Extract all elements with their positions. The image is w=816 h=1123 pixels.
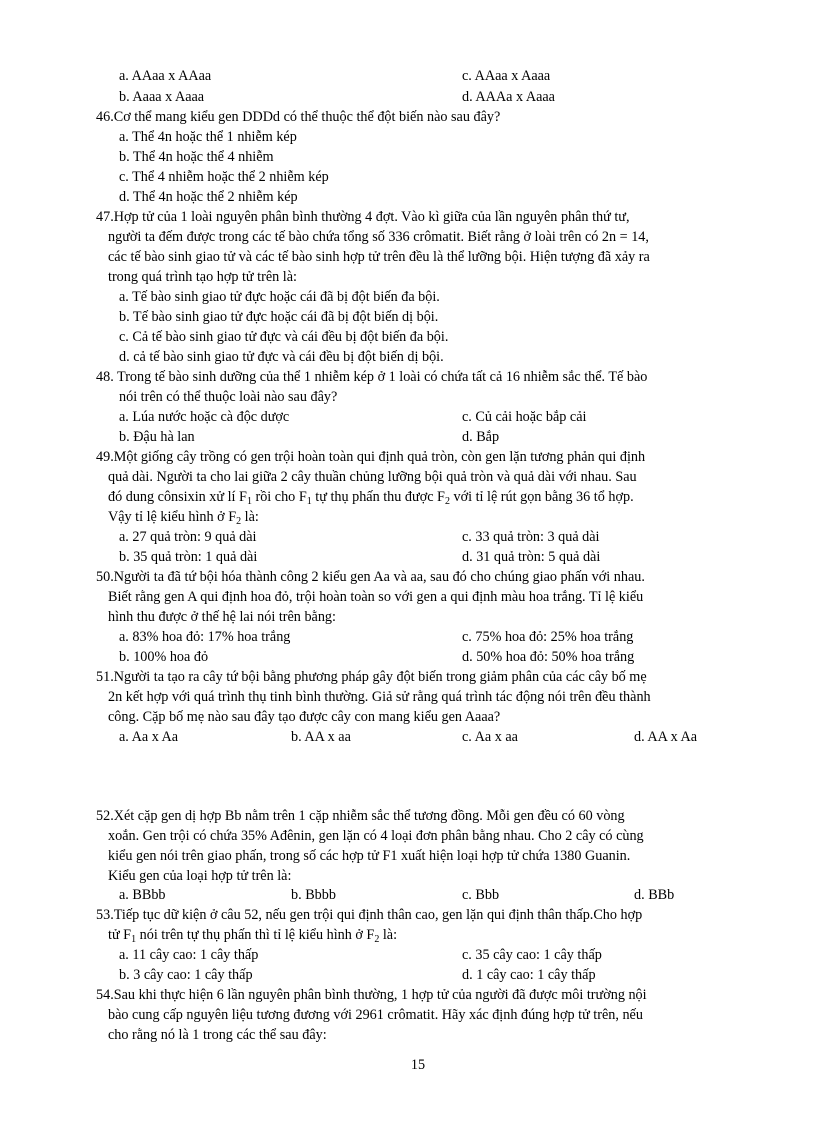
q50-option-d: d. 50% hoa đỏ: 50% hoa trắng (462, 649, 635, 665)
q47-stem-line4: trong quá trình tạo hợp tử trên là: (108, 269, 297, 285)
q50-stem-line3: hình thu được ở thế hệ lai nói trên bằng: (108, 609, 336, 625)
q47-option-d: d. cả tế bào sinh giao tử đực và cái đều bị đột biến dị bội. (119, 349, 444, 365)
q52-stem-line2: xoắn. Gen trội có chứa 35% Ađênin, gen lặn có 4 loại đơn phân bằng nhau. Cho 2 cây có cùng (108, 828, 644, 844)
q45-option-d: d. AAAa x Aaaa (462, 89, 555, 105)
q45-option-b: b. Aaaa x Aaaa (119, 89, 205, 105)
q52-stem-line1: 52.Xét cặp gen dị hợp Bb nằm trên 1 cặp nhiễm sắc thể tương đồng. Mỗi gen đều có 60 vòng (96, 808, 625, 824)
q51-option-a: a. Aa x Aa (119, 729, 179, 745)
q48-option-a: a. Lúa nước hoặc cà độc dược (119, 409, 290, 425)
q48-option-b: b. Đậu hà lan (119, 429, 195, 445)
q50-option-a: a. 83% hoa đỏ: 17% hoa trắng (119, 629, 291, 645)
q47-option-c: c. Cả tế bào sinh giao tử đực và cái đều bị đột biến đa bội. (119, 329, 449, 345)
q51-option-d: d. AA x Aa (634, 729, 698, 745)
q54-stem-line2: bào cung cấp nguyên liệu tương đương với 2961 crômatit. Hãy xác định đúng hợp tử trên, nếu (108, 1007, 643, 1023)
q49-option-a: a. 27 quả tròn: 9 quả dài (119, 529, 257, 545)
q46-option-b: b. Thể 4n hoặc thể 4 nhiễm (119, 149, 274, 165)
q49-stem-line1: 49.Một giống cây trồng có gen trội hoàn toàn qui định quả tròn, còn gen lặn tương phản qui định (96, 449, 646, 465)
q50-stem-line2: Biết rằng gen A qui định hoa đỏ, trội hoàn toàn so với gen a qui định màu hoa trắng. Tỉ lệ kiểu (108, 589, 644, 605)
q53-stem-line2: tử $F_1$ nói trên tự thụ phấn thì tỉ lệ kiểu hình ở $F_2$ là: (108, 927, 398, 945)
q47-stem-line2: người ta đếm được trong các tế bào chứa tổng số 336 crômatit. Biết rằng ở loài trên có 2n = 14, (108, 229, 649, 245)
q48-option-c: c. Củ cải hoặc bắp cải (462, 409, 587, 425)
q47-stem-line3: các tế bào sinh giao tử và các tế bào sinh hợp tử trên đều là thể lưỡng bội. Hiện tượng đã xảy ra (108, 249, 650, 265)
q46-stem: 46.Cơ thể mang kiểu gen DDDd có thể thuộc thể đột biến nào sau đây? (96, 109, 501, 125)
q53-option-c: c. 35 cây cao: 1 cây thấp (462, 947, 602, 963)
q49-option-d: d. 31 quả tròn: 5 quả dài (462, 549, 601, 565)
q50-option-b: b. 100% hoa đỏ (119, 649, 209, 665)
q53-stem-line1: 53.Tiếp tục dữ kiện ở câu 52, nếu gen trội qui định thân cao, gen lặn qui định thân thấp.Cho hợp (96, 907, 643, 923)
q50-option-c: c. 75% hoa đỏ: 25% hoa trắng (462, 629, 634, 645)
q47-stem-line1: 47.Hợp tử của 1 loài nguyên phân bình thường 4 đợt. Vào kì giữa của lần nguyên phân thứ tư, (96, 209, 630, 225)
q51-stem-line1: 51.Người ta tạo ra cây tứ bội bằng phương pháp gây đột biến trong giảm phân của các cây bố mẹ (96, 669, 647, 685)
q48-option-d: d. Bắp (462, 429, 500, 445)
q48-stem-line2: nói trên có thể thuộc loài nào sau đây? (119, 389, 338, 405)
q49-option-c: c. 33 quả tròn: 3 quả dài (462, 529, 600, 545)
q47-option-b: b. Tế bào sinh giao tử đực hoặc cái đã bị đột biến dị bội. (119, 309, 439, 325)
q54-stem-line1: 54.Sau khi thực hiện 6 lần nguyên phân bình thường, 1 hợp tử của người đã được môi trường nội (96, 987, 647, 1003)
q46-option-a: a. Thể 4n hoặc thể 1 nhiễm kép (119, 129, 297, 145)
q49-stem-line2: quả dài. Người ta cho lai giữa 2 cây thuần chủng lưỡng bội quả tròn và quả dài với nhau. Sau (108, 469, 637, 485)
q51-stem-line2: 2n kết hợp với quá trình thụ tinh bình thường. Giả sử rằng quá trình tác động nói trên đều thành (108, 689, 651, 705)
q53-option-d: d. 1 cây cao: 1 cây thấp (462, 967, 596, 983)
q49-option-b: b. 35 quả tròn: 1 quả dài (119, 549, 258, 565)
page-number: 15 (410, 1057, 426, 1073)
q48-stem-line1: 48. Trong tế bào sinh dưỡng của thể 1 nhiễm kép ở 1 loài có chứa tất cả 16 nhiễm sắc thể. Tế bào (96, 369, 648, 385)
q47-option-a: a. Tế bào sinh giao tử đực hoặc cái đã bị đột biến đa bội. (119, 289, 440, 305)
q46-option-c: c. Thể 4 nhiễm hoặc thể 2 nhiễm kép (119, 169, 329, 185)
q53-option-a: a. 11 cây cao: 1 cây thấp (119, 947, 259, 963)
q52-stem-line3: kiểu gen nói trên giao phấn, trong số các hợp tử F1 xuất hiện loại hợp tử chứa 1380 Guanin. (108, 848, 631, 864)
q52-option-a: a. BBbb (119, 887, 166, 903)
q49-stem-line3: đó dung cônsixin xử lí $F_1$ rồi cho $F_1$ tự thụ phấn thu được $F_2$ với tỉ lệ rút gọn bằng 36 tổ hợp. (108, 489, 634, 507)
q51-stem-line3: công. Cặp bố mẹ nào sau đây tạo được cây con mang kiểu gen Aaaa? (108, 709, 501, 725)
q53-option-b: b. 3 cây cao: 1 cây thấp (119, 967, 253, 983)
q52-option-d: d. BBb (634, 887, 675, 903)
q46-option-d: d. Thể 4n hoặc thể 2 nhiễm kép (119, 189, 298, 205)
q54-stem-line3: cho rằng nó là 1 trong các thể sau đây: (108, 1027, 327, 1043)
q52-option-c: c. Bbb (462, 887, 500, 903)
q49-stem-line4: Vậy tỉ lệ kiểu hình ở $F_2$ là: (108, 509, 259, 527)
q45-option-c: c. AAaa x Aaaa (462, 68, 551, 84)
q51-option-b: b. AA x aa (291, 729, 351, 745)
q45-option-a: a. AAaa x AAaa (119, 68, 212, 84)
q52-stem-line4: Kiểu gen của loại hợp tử trên là: (108, 868, 292, 884)
q51-option-c: c. Aa x aa (462, 729, 518, 745)
q50-stem-line1: 50.Người ta đã tứ bội hóa thành công 2 kiểu gen Aa và aa, sau đó cho chúng giao phấn với nhau. (96, 569, 645, 585)
q52-option-b: b. Bbbb (291, 887, 336, 903)
